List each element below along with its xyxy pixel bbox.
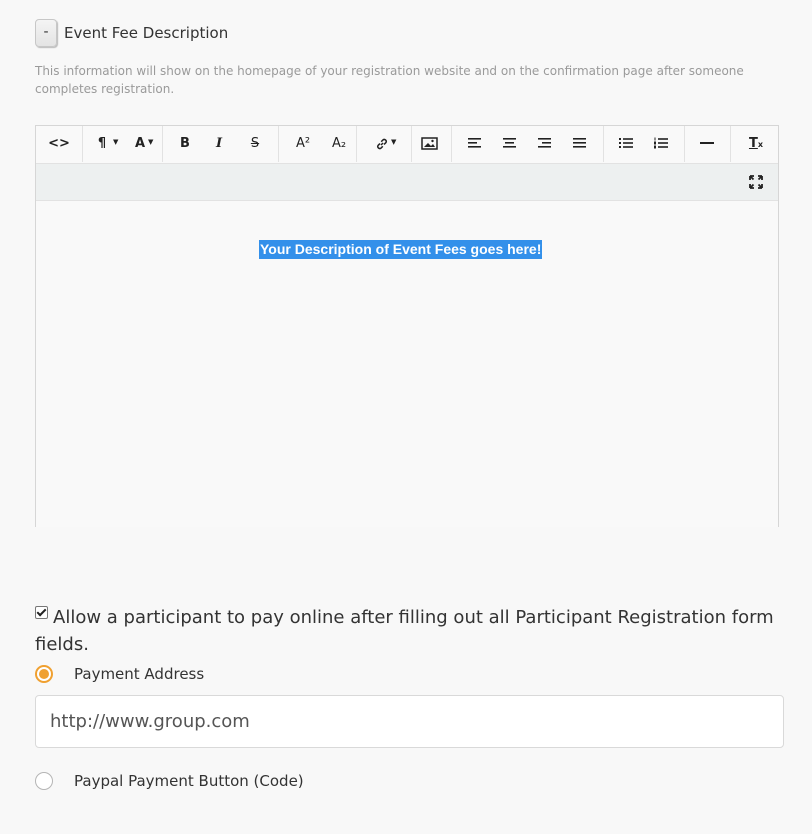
- subscript-button[interactable]: [328, 134, 350, 154]
- numbered-list-button[interactable]: [653, 134, 669, 154]
- font-button[interactable]: [132, 134, 148, 154]
- section-header: [35, 19, 228, 47]
- help-text: This information will show on the homepage of your registration website and on the confirmation page after someone completes registration.: [35, 64, 744, 96]
- expand-icon: [749, 175, 763, 189]
- toolbar-group-lists: [603, 126, 685, 162]
- allow-online-payment-label: Allow a participant to pay online after filling out all Participant Registration form fields.: [35, 607, 774, 655]
- align-left-icon: [468, 137, 482, 149]
- payment-address-radio[interactable]: [35, 665, 53, 683]
- align-center-button[interactable]: [502, 134, 518, 154]
- link-button[interactable]: [373, 134, 391, 154]
- chevron-down-icon: ▼: [391, 138, 397, 146]
- bullet-list-icon: [619, 137, 633, 149]
- fullscreen-button[interactable]: [747, 172, 765, 192]
- paypal-button-option: [35, 772, 304, 790]
- section-title: Event Fee Description: [64, 24, 229, 42]
- editor-toolbar-secondary: [36, 164, 778, 201]
- paypal-button-label: Paypal Payment Button (Code): [74, 772, 304, 790]
- editor-toolbar: [36, 126, 778, 164]
- collapse-button[interactable]: -: [35, 19, 57, 47]
- payment-address-label: Payment Address: [74, 665, 205, 683]
- subscript-icon: A₂: [331, 136, 347, 151]
- link-icon: [375, 137, 389, 151]
- image-icon: [421, 137, 438, 150]
- bullet-list-button[interactable]: [618, 134, 634, 154]
- horizontal-rule-icon: [700, 137, 714, 149]
- superscript-icon: A²: [295, 136, 311, 151]
- horizontal-rule-button[interactable]: [699, 134, 715, 154]
- justify-button[interactable]: [572, 134, 588, 154]
- image-button[interactable]: [419, 134, 439, 154]
- superscript-button[interactable]: [292, 134, 314, 154]
- justify-icon: [573, 137, 587, 149]
- editor-content-text[interactable]: Your Description of Event Fees goes here!: [260, 241, 542, 257]
- code-view-button[interactable]: <>: [48, 136, 70, 151]
- align-left-button[interactable]: [467, 134, 483, 154]
- chevron-down-icon: ▼: [148, 138, 154, 146]
- strikethrough-button[interactable]: S: [250, 136, 260, 151]
- align-right-icon: [538, 137, 552, 149]
- italic-button[interactable]: I: [215, 136, 223, 151]
- payment-address-option: [35, 665, 204, 683]
- numbered-list-icon: [654, 137, 668, 149]
- paypal-button-radio[interactable]: [35, 772, 53, 790]
- bold-button[interactable]: B: [180, 136, 190, 151]
- editor-content-area[interactable]: [36, 201, 778, 527]
- clear-format-icon: Tx: [748, 136, 764, 151]
- clear-format-button[interactable]: [745, 134, 767, 154]
- align-center-icon: [503, 137, 517, 149]
- align-right-button[interactable]: [537, 134, 553, 154]
- chevron-down-icon: ▼: [113, 138, 119, 146]
- paragraph-icon: ¶: [97, 136, 107, 151]
- allow-online-payment-checkbox[interactable]: [35, 606, 48, 619]
- payment-address-input[interactable]: http://www.group.com: [35, 695, 784, 748]
- rich-text-editor: [35, 125, 779, 527]
- allow-online-payment-option: [35, 604, 775, 658]
- paragraph-button[interactable]: [94, 134, 110, 154]
- font-icon: A: [134, 136, 146, 151]
